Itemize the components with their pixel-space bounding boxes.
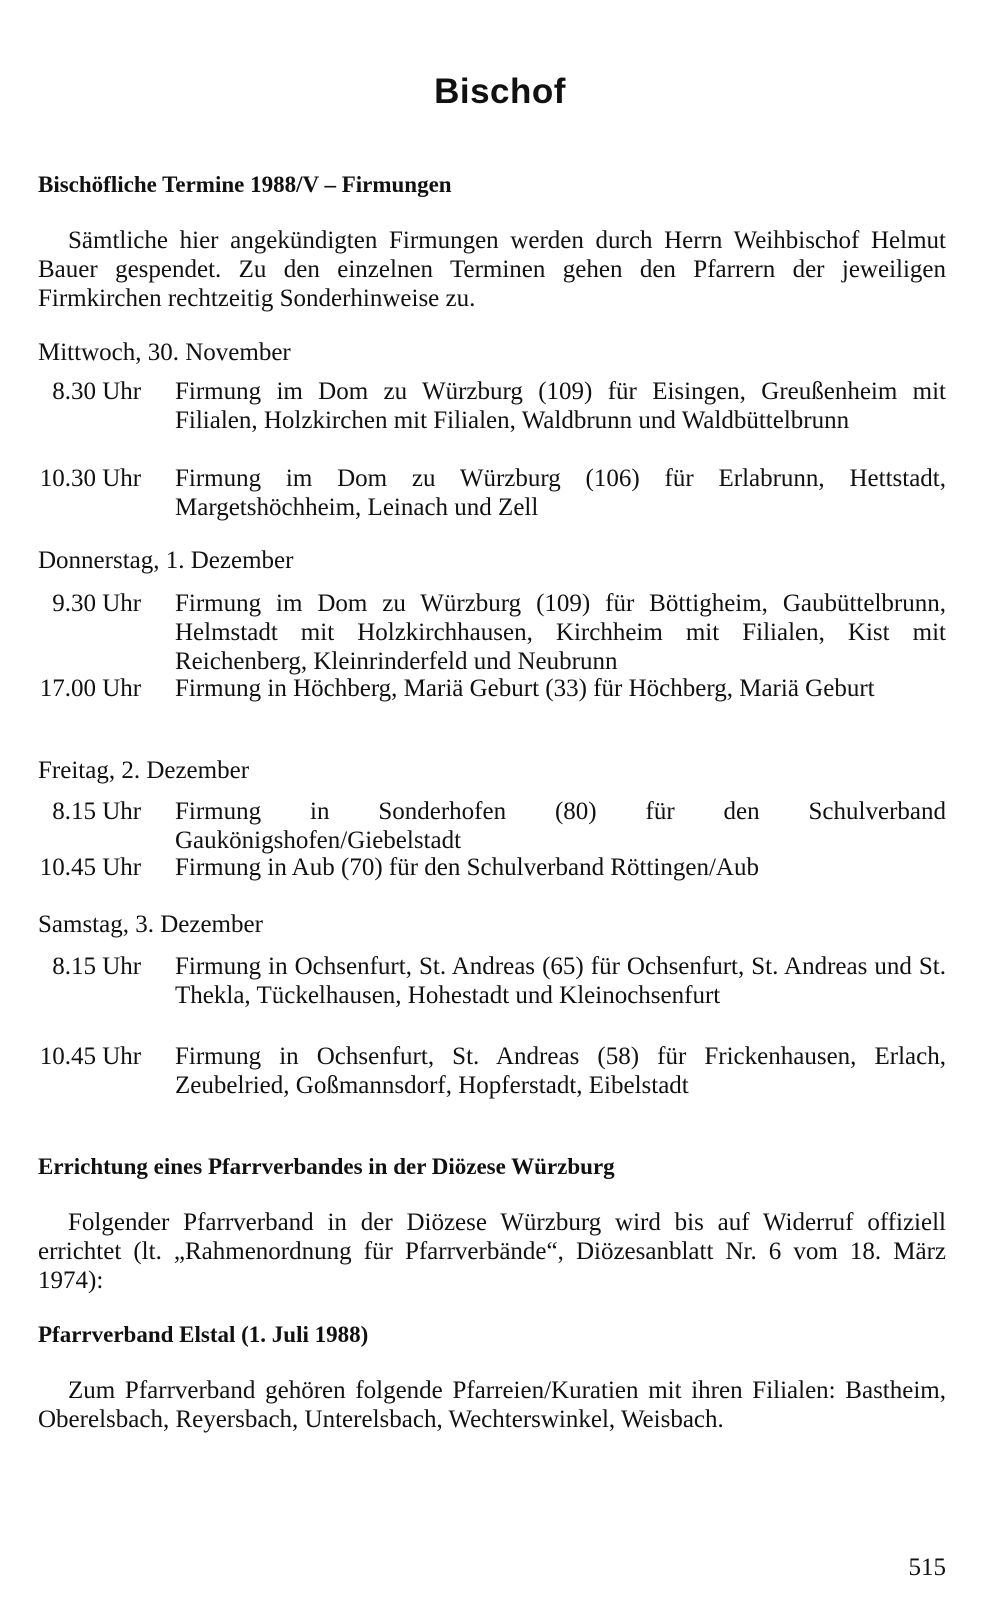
section-heading-pfarrverband: Errichtung eines Pfarrverbandes in der Diözese Würzburg [38, 1154, 615, 1179]
entry-time: 8.30 Uhr [52, 378, 142, 405]
pfarrverband-intro: Folgender Pfarrverband in der Diözese Würzburg wird bis auf Widerruf offiziell errichtet (lt. „Rahmenordnung für Pfarrverbände“, Diözesanblatt Nr. 6 vom 18. März 1974): [38, 1209, 946, 1294]
schedule-entry [38, 797, 946, 855]
day-heading: Mittwoch, 30. November [38, 339, 291, 366]
pfarrverband-body: Zum Pfarrverband gehören folgende Pfarreien/Kuratien mit ihren Filialen: Bastheim, Oberelsbach, Reyersbach, Unterelsbach, Wechterswinkel, Weisbach. [38, 1377, 946, 1433]
schedule-entry [38, 674, 946, 703]
entry-time: 9.30 Uhr [52, 590, 142, 617]
entry-time: 10.45 Uhr [39, 1043, 142, 1070]
entry-text: Firmung im Dom zu Würzburg (109) für Böttigheim, Gaubüttelbrunn, Helmstadt mit Holzkirchhausen, Kirchheim mit Filialen, Kist mit Reichenberg, Kleinrinderfeld und Neubrunn [175, 590, 946, 675]
schedule-entry [38, 853, 946, 882]
entry-text: Firmung in Höchberg, Mariä Geburt (33) für Höchberg, Mariä Geburt [175, 675, 875, 702]
entry-time: 10.30 Uhr [39, 465, 142, 492]
day-heading: Samstag, 3. Dezember [38, 911, 263, 938]
entry-time: 8.15 Uhr [52, 798, 142, 825]
page-title: Bischof [434, 72, 566, 111]
firmungen-intro: Sämtliche hier angekündigten Firmungen werden durch Herrn Weihbischof Helmut Bauer gespendet. Zu den einzelnen Terminen gehen den Pfarrern der jeweiligen Firmkirchen rechtzeitig Sonderhinweise zu. [38, 227, 946, 312]
subheading-pfarrverband-elstal: Pfarrverband Elstal (1. Juli 1988) [38, 1322, 369, 1347]
schedule-entry [38, 1042, 946, 1100]
schedule-entry [38, 377, 946, 435]
entry-time: 8.15 Uhr [52, 953, 142, 980]
day-heading: Donnerstag, 1. Dezember [38, 547, 294, 574]
day-heading: Freitag, 2. Dezember [38, 757, 250, 784]
page-number: 515 [908, 1554, 946, 1581]
entry-text: Firmung in Ochsenfurt, St. Andreas (65) für Ochsenfurt, St. Andreas und St. Thekla, Tückelhausen, Hohestadt und Kleinochsenfurt [175, 953, 946, 1009]
entry-text: Firmung in Sonderhofen (80) für den Schulverband Gaukönigshofen/Giebelstadt [175, 798, 946, 854]
section-heading-firmungen: Bischöfliche Termine 1988/V – Firmungen [38, 172, 452, 197]
entry-time: 10.45 Uhr [39, 854, 142, 881]
schedule-entry [38, 589, 946, 676]
entry-text: Firmung im Dom zu Würzburg (109) für Eisingen, Greußenheim mit Filialen, Holzkirchen mit Filialen, Waldbrunn und Waldbüttelbrunn [175, 378, 946, 434]
entry-text: Firmung in Ochsenfurt, St. Andreas (58) für Frickenhausen, Erlach, Zeubelried, Goßmannsdorf, Hopferstadt, Eibelstadt [175, 1043, 946, 1099]
entry-text: Firmung in Aub (70) für den Schulverband Röttingen/Aub [175, 854, 759, 881]
entry-time: 17.00 Uhr [39, 675, 142, 702]
schedule-entry [38, 952, 946, 1010]
schedule-entry [38, 464, 946, 522]
entry-text: Firmung im Dom zu Würzburg (106) für Erlabrunn, Hettstadt, Margetshöchheim, Leinach und Zell [175, 465, 946, 521]
